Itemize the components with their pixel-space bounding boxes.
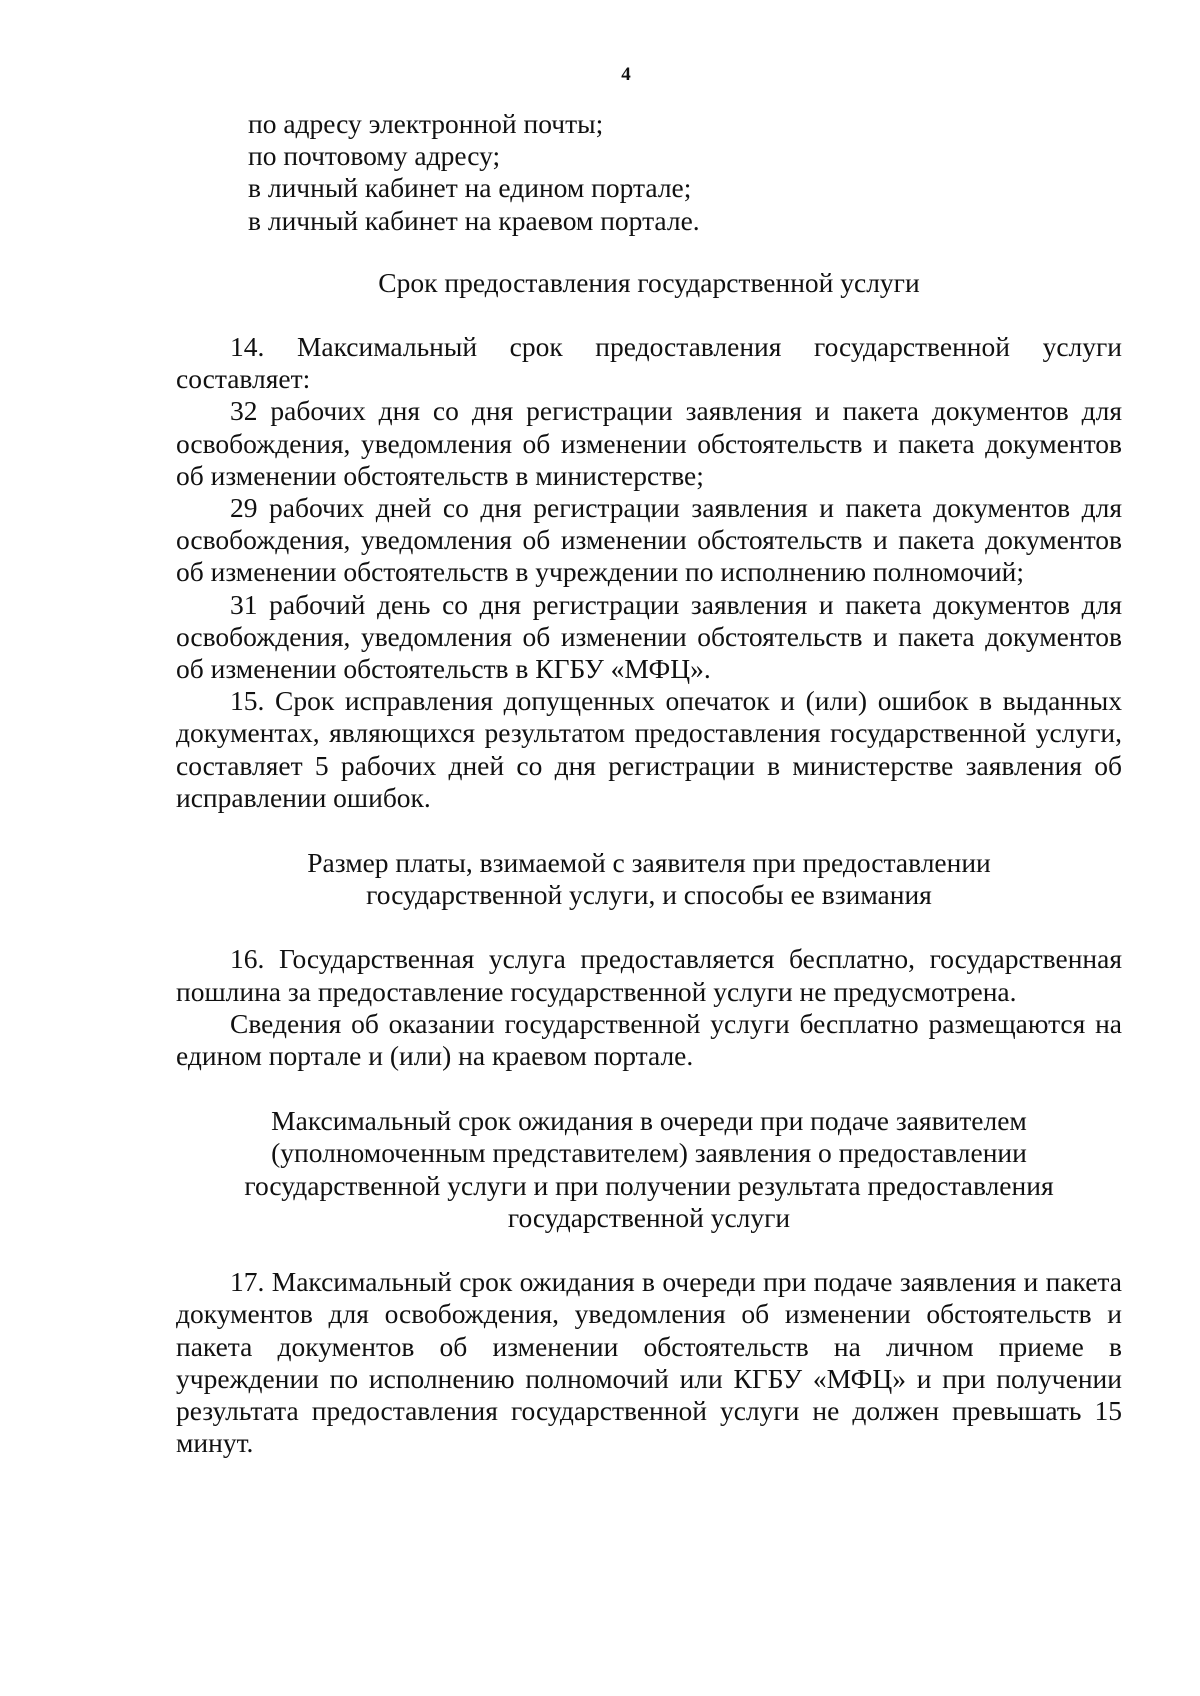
document-body [176,108,1122,1459]
paragraph-14: 14. Максимальный срок предоставления государственной услуги составляет: [176,331,1122,395]
section-heading-line: государственной услуги и при получении результата предоставления [244,1169,1054,1201]
delivery-option-regional-portal: в личный кабинет на краевом портале. [248,204,700,236]
section-heading-line: Максимальный срок ожидания в очереди при подаче заявителем [271,1105,1027,1137]
section-heading-service-term: Срок предоставления государственной услуги [378,266,920,298]
delivery-option-email: по адресу электронной почты; [248,108,604,139]
section-heading-fee [176,847,1122,911]
section-heading-line: Размер платы, взимаемой с заявителя при предоставлении [307,847,991,879]
section-heading-queue-time [176,1105,1122,1234]
paragraph-16: 16. Государственная услуга предоставляется бесплатно, государственная пошлина за предоставление государственной услуги не предусмотрена. [176,943,1122,1007]
section-heading-line: государственной услуги, и способы ее взимания [366,879,932,911]
paragraph-16-info: Сведения об оказании государственной услуги бесплатно размещаются на едином портале и (или) на краевом портале. [176,1007,1122,1072]
page-number: 4 [621,64,631,85]
section-heading-line: государственной услуги [507,1201,791,1233]
paragraph-14-mfc-term: 31 рабочий день со дня регистрации заявления и пакета документов для освобождения, уведомления об изменении обстоятельств и пакета документов об изменении обстоятельств в КГБУ «МФЦ». [176,588,1122,685]
delivery-option-post: по почтовому адресу; [248,140,501,172]
paragraph-14-institution-term: 29 рабочих дней со дня регистрации заявления и пакета документов для освобождения, уведомления об изменении обстоятельств и пакета документов об изменении обстоятельств в учреждении по исполнению полномочий; [176,492,1122,588]
paragraph-14-ministry-term: 32 рабочих дня со дня регистрации заявления и пакета документов для освобождения, уведомления об изменении обстоятельств и пакета документов об изменении обстоятельств в министерстве; [176,395,1122,491]
delivery-option-unified-portal: в личный кабинет на едином портале; [248,172,692,204]
paragraph-17: 17. Максимальный срок ожидания в очереди при подаче заявления и пакета документов для освобождения, уведомления об изменении обстоятельств и пакета документов об изменении обстоятельств на личном приеме в учреждении по исполнению полномочий или КГБУ «МФЦ» и при получении результата предоставления государственной услуги не должен превышать 15 минут. [176,1266,1122,1459]
section-heading-line: (уполномоченным представителем) заявления о предоставлении [271,1137,1027,1169]
paragraph-15: 15. Срок исправления допущенных опечаток и (или) ошибок в выданных документах, являющихся результатом предоставления государственной услуги, составляет 5 рабочих дней со дня регистрации в министерстве заявления об исправлении ошибок. [176,685,1122,813]
